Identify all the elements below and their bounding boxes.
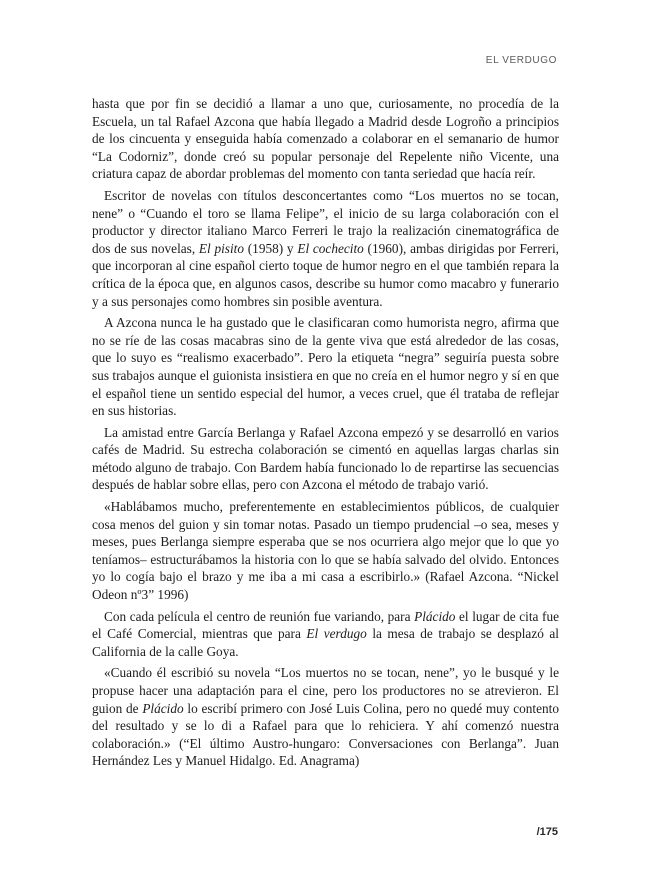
text-run: «Cuando él escribió su novela “Los muertos no se tocan, nene”, yo le busqué y le propuse hacer una adaptación para el cine, pero los productores no se atrevieron. El guion de — [92, 665, 559, 716]
italic-title: El cochecito — [297, 240, 364, 256]
paragraph — [92, 187, 559, 310]
text-run: La amistad entre García Berlanga y Rafael Azcona empezó y se desarrolló en varios cafés de Madrid. Su estrecha colaboración se cimentó en aquellas largas charlas sin método alguno de trabajo. Con Bardem había funcionado lo de repartirse las secuencias después de hablar sobre ellas, pero con Azcona el método de trabajo varió. — [92, 424, 559, 493]
page-number: /175 — [536, 826, 558, 838]
text-run: A Azcona nunca le ha gustado que le clasificaran como humorista negro, afirma que no se ríe de las cosas macabras sino de la gente viva que está alrededor de las cosas, que lo suyo es “realismo exacerbado”. Pero la etiqueta “negra” seguiría puesta sobre sus trabajos aunque el guionista insistiera en que no creía en el humor negro y sí en que el español tiene un sentido especial del humor, a veces cruel, que él trataba de reflejar en sus historias. — [92, 315, 559, 419]
italic-title: El pisito — [198, 240, 245, 256]
text-run: la mesa de trabajo se desplazó al California de la calle Goya. — [92, 626, 559, 659]
paragraph — [92, 608, 559, 661]
text-run: «Hablábamos mucho, preferentemente en establecimientos públicos, de cualquier cosa menos del guion y sin tomar notas. Pasado un tiempo prudencial –o sea, meses y meses, pues Berlanga siempre esperaba que se nos ocurriera algo mejor que lo que yo teníamos– estructurábamos la historia con lo que se había salvado del olvido. Entonces yo lo cogía bajo el brazo y me iba a mi casa a escribirlo.» (Rafael Azcona. “Nickel Odeon nº3” 1996) — [92, 499, 559, 603]
paragraph — [92, 95, 559, 183]
paragraph — [92, 664, 559, 770]
paragraph — [92, 498, 559, 604]
text-run: el lugar de cita fue el Café Comercial, mientras que para — [92, 608, 559, 642]
text-run: hasta que por fin se decidió a llamar a uno que, curiosamente, no procedía de la Escuela, un tal Rafael Azcona que había llegado a Madrid desde Logroño a principios de los cincuenta y enseguida había comenzado a colaborar en el semanario de humor “La Codorniz”, donde creó su popular personaje del Repelente niño Vicente, una criatura capaz de abordar problemas del momento con tanta seriedad que hacía reír. — [92, 96, 559, 182]
italic-title: Plácido — [142, 700, 184, 716]
paragraph — [92, 424, 559, 494]
text-run: Con cada película el centro de reunión fue variando, para — [104, 608, 415, 624]
italic-title: El verdugo — [306, 626, 367, 642]
text-run: lo escribí primero con José Luis Colina, pero no quedé muy contento del resultado y se lo di a Rafael para que lo rehiciera. Y ahí comenzó nuestra colaboración.» (“El último Austro-hungaro: Conversaciones con Berlanga”. Juan Hernández Les y Manuel Hidalgo. Ed. Anagrama) — [92, 700, 559, 769]
text-run: (1960), ambas dirigidas por Ferreri, que incorporan al cine español cierto toque de humor negro en el que también repara la crítica de la época que, en algunos casos, describe su humor como macabro y funerario y a sus personajes como hombres sin posible aventura. — [92, 240, 559, 309]
text-run: (1958) y — [244, 240, 298, 256]
paragraph — [92, 314, 559, 420]
running-header: EL VERDUGO — [485, 55, 557, 66]
text-run: Escritor de novelas con títulos desconcertantes como “Los muertos no se tocan, nene” o “Cuando el toro se llama Felipe”, el inicio de su larga colaboración con el productor y director italiano Marco Ferreri le trajo la realización cinematográfica de dos de sus novelas, — [92, 187, 559, 256]
italic-title: Plácido — [414, 608, 456, 624]
body-text — [92, 95, 559, 774]
